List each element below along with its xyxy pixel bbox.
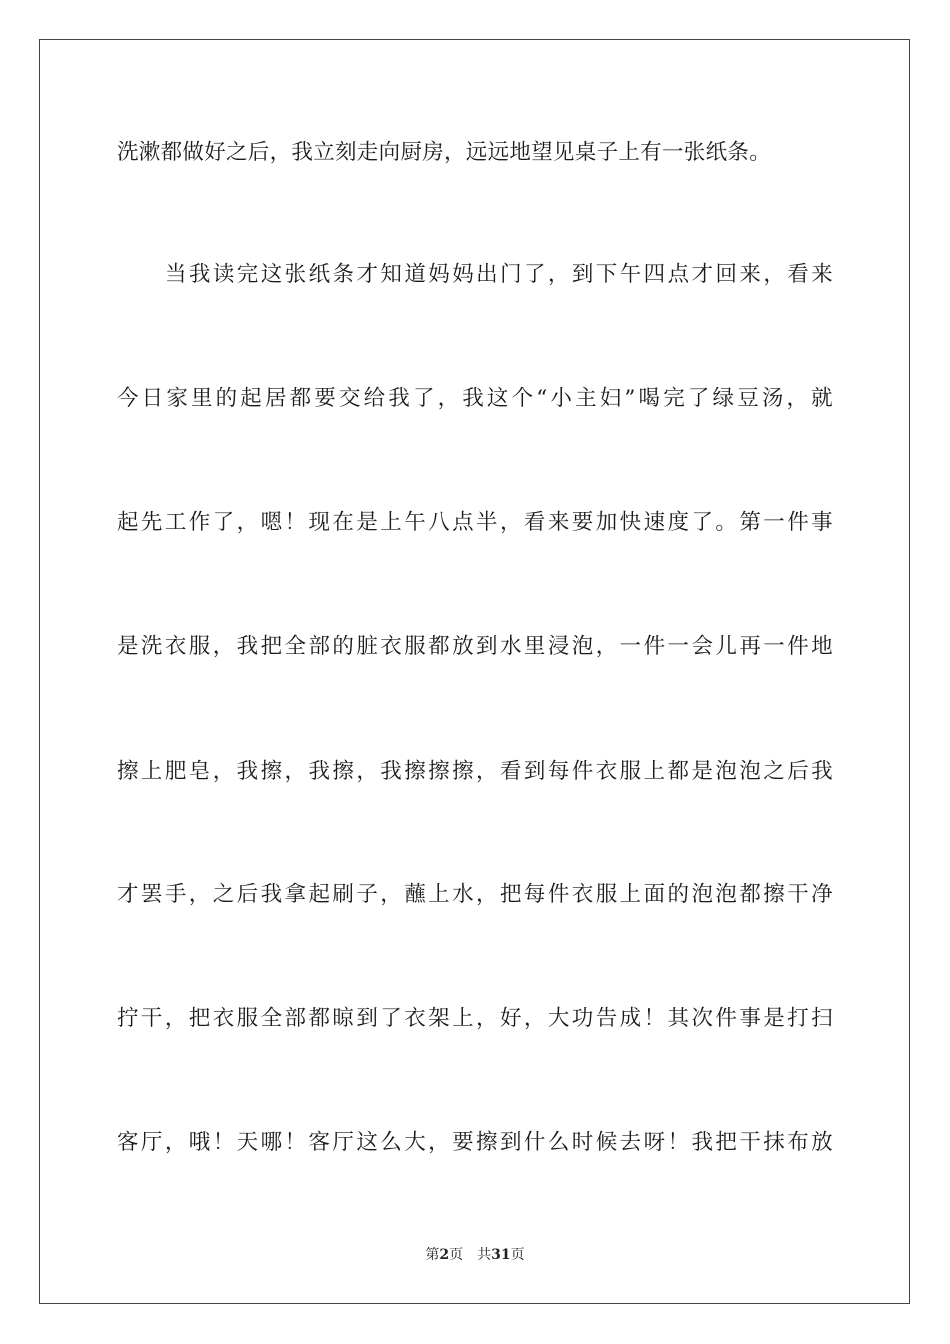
paragraph-line-8: 拧干，把衣服全部都晾到了衣架上，好，大功告成！其次件事是打扫 [117, 1006, 833, 1031]
page-footer [0, 1245, 950, 1265]
page-border [39, 39, 910, 1304]
page-number: 2 [439, 1247, 450, 1263]
paragraph-line-9: 客厅，哦！天哪！客厅这么大，要擦到什么时候去呀！我把干抹布放 [117, 1130, 833, 1155]
total-pages: 31 [491, 1247, 511, 1263]
page-prefix: 第 [425, 1247, 440, 1263]
paragraph-line-1: 洗漱都做好之后，我立刻走向厨房，远远地望见桌子上有一张纸条。 [117, 140, 772, 165]
paragraph-line-3: 今日家里的起居都要交给我了，我这个“小主妇”喝完了绿豆汤，就 [117, 386, 833, 411]
paragraph-line-7: 才罢手，之后我拿起刷子，蘸上水，把每件衣服上面的泡泡都擦干净 [117, 882, 833, 907]
total-suffix: 页 [510, 1247, 525, 1263]
paragraph-line-4: 起先工作了，嗯！现在是上午八点半，看来要加快速度了。第一件事 [117, 510, 833, 535]
paragraph-line-2: 当我读完这张纸条才知道妈妈出门了，到下午四点才回来，看来 [165, 262, 833, 287]
paragraph-line-5: 是洗衣服，我把全部的脏衣服都放到水里浸泡，一件一会儿再一件地 [117, 634, 833, 659]
total-prefix: 共 [477, 1247, 492, 1263]
paragraph-line-6: 擦上肥皂，我擦，我擦，我擦擦擦，看到每件衣服上都是泡泡之后我 [117, 759, 833, 784]
page-suffix: 页 [449, 1247, 464, 1263]
